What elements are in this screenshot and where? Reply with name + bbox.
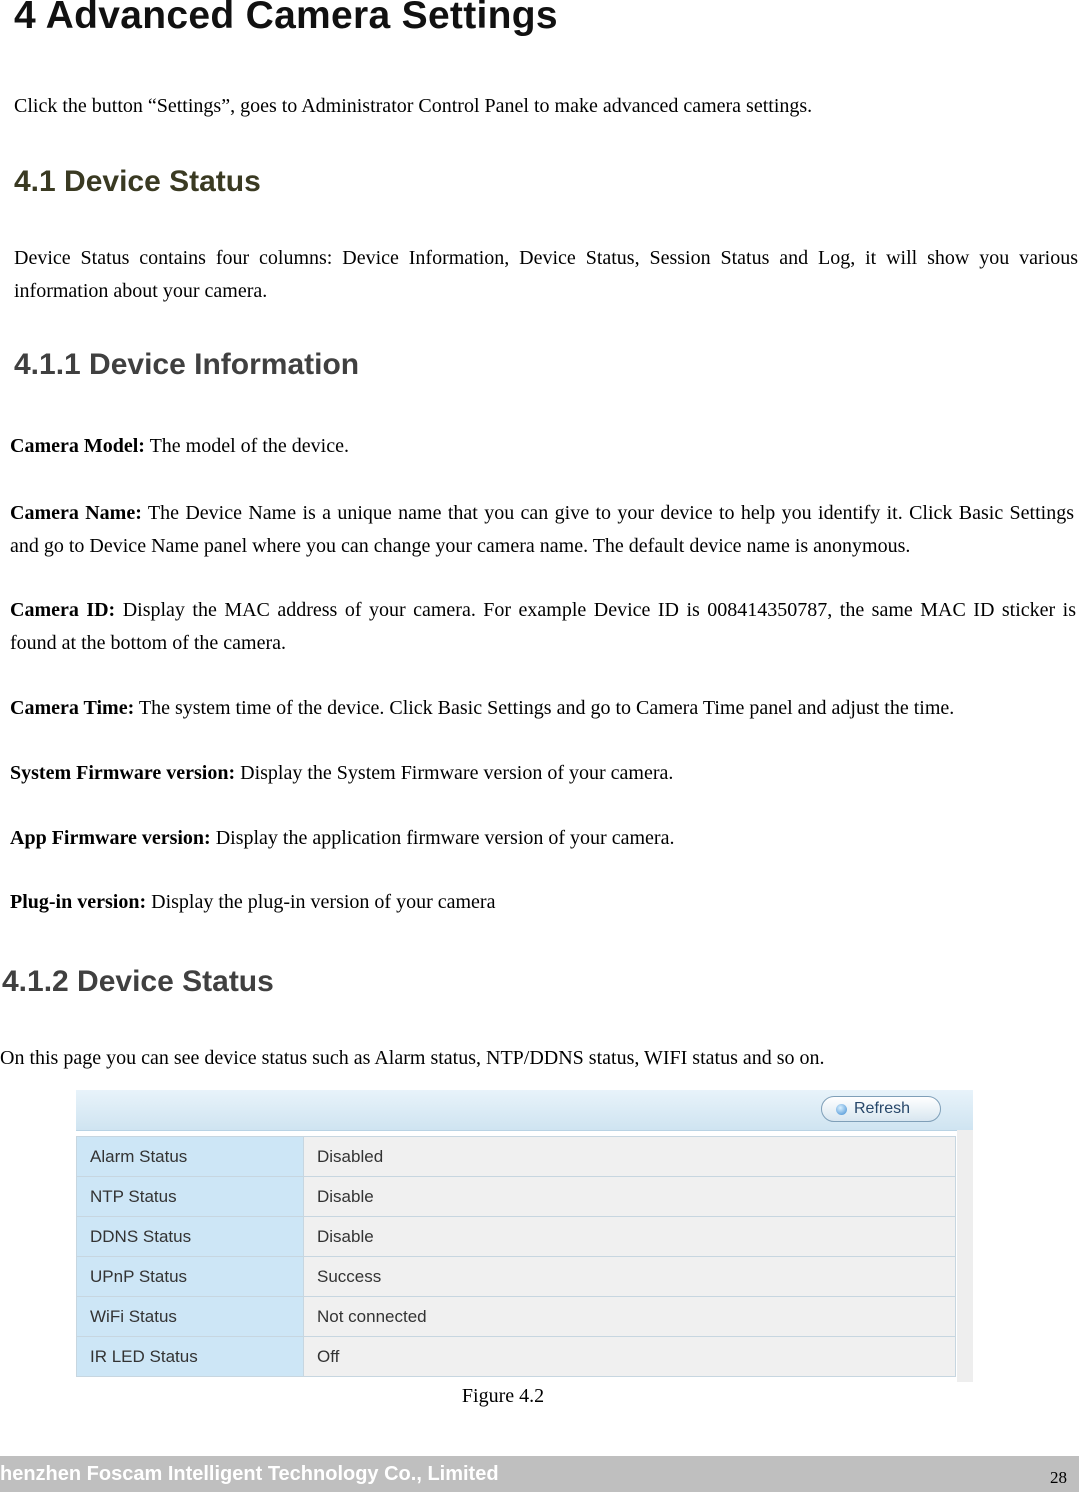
table-row xyxy=(77,1137,956,1177)
table-row xyxy=(77,1177,956,1217)
device-status-panel xyxy=(76,1090,973,1382)
desc-camera-id: Display the MAC address of your camera. For example Device ID is 008414350787, the same MAC ID sticker is found at the bottom of the camera. xyxy=(10,599,1076,654)
status-label: NTP Status xyxy=(77,1177,304,1217)
desc-system-firmware: Display the System Firmware version of your camera. xyxy=(235,762,674,784)
desc-camera-time: The system time of the device. Click Basic Settings and go to Camera Time panel and adjust the time. xyxy=(134,697,955,719)
refresh-button[interactable] xyxy=(821,1096,941,1122)
status-value: Not connected xyxy=(304,1297,956,1337)
section-4-1-text: Device Status contains four columns: Device Information, Device Status, Session Status and Log, it will show you various information about your camera. xyxy=(14,247,1078,302)
term-system-firmware: System Firmware version: xyxy=(10,762,236,784)
term-plugin-version: Plug-in version: xyxy=(10,891,147,913)
status-label: UPnP Status xyxy=(77,1257,304,1297)
chapter-title: 4 Advanced Camera Settings xyxy=(14,0,558,37)
page-number: 28 xyxy=(1050,1468,1067,1487)
status-value: Disabled xyxy=(304,1137,956,1177)
item-camera-time xyxy=(10,692,1074,725)
table-row xyxy=(77,1257,956,1297)
status-label: IR LED Status xyxy=(77,1337,304,1377)
status-value: Off xyxy=(304,1337,956,1377)
refresh-icon xyxy=(836,1104,847,1115)
status-label: WiFi Status xyxy=(77,1297,304,1337)
term-camera-id: Camera ID: xyxy=(10,599,116,621)
panel-side-strip xyxy=(957,1130,973,1382)
intro-paragraph: Click the button “Settings”, goes to Administrator Control Panel to make advanced camera settings. xyxy=(14,95,813,117)
status-value: Disable xyxy=(304,1217,956,1257)
desc-plugin-version: Display the plug-in version of your camera xyxy=(146,891,496,913)
table-row xyxy=(77,1337,956,1377)
figure-caption: Figure 4.2 xyxy=(461,1385,545,1407)
status-label: Alarm Status xyxy=(77,1137,304,1177)
item-camera-model xyxy=(10,430,1074,463)
term-app-firmware: App Firmware version: xyxy=(10,827,211,849)
section-title-4-1: 4.1 Device Status xyxy=(14,165,261,198)
device-status-table xyxy=(76,1136,956,1377)
status-value: Success xyxy=(304,1257,956,1297)
section-title-4-1-1: 4.1.1 Device Information xyxy=(14,348,360,381)
item-camera-name xyxy=(10,497,1074,563)
desc-camera-name: The Device Name is a unique name that you can give to your device to help you identify it. Click Basic Settings and go to Device Name panel where you can change your camera name. The default device name is anonymous. xyxy=(10,502,1075,557)
term-camera-model: Camera Model: xyxy=(10,435,145,457)
item-system-firmware xyxy=(10,757,1074,790)
item-app-firmware xyxy=(10,822,1074,855)
status-label: DDNS Status xyxy=(77,1217,304,1257)
section-4-1-2-text: On this page you can see device status such as Alarm status, NTP/DDNS status, WIFI status and so on. xyxy=(0,1047,825,1069)
refresh-label: Refresh xyxy=(854,1100,911,1117)
term-camera-name: Camera Name: xyxy=(10,502,142,524)
item-plugin-version xyxy=(10,886,1074,919)
section-title-4-1-2: 4.1.2 Device Status xyxy=(2,965,274,998)
item-camera-id xyxy=(10,594,1076,660)
table-row xyxy=(77,1297,956,1337)
table-row xyxy=(77,1217,956,1257)
status-value: Disable xyxy=(304,1177,956,1217)
desc-app-firmware: Display the application firmware version of your camera. xyxy=(210,827,675,849)
panel-toolbar xyxy=(76,1090,973,1131)
footer-company: henzhen Foscam Intelligent Technology Co., Limited xyxy=(0,1463,499,1485)
page-footer xyxy=(0,1456,1079,1492)
term-camera-time: Camera Time: xyxy=(10,697,135,719)
desc-camera-model: The model of the device. xyxy=(144,435,349,457)
